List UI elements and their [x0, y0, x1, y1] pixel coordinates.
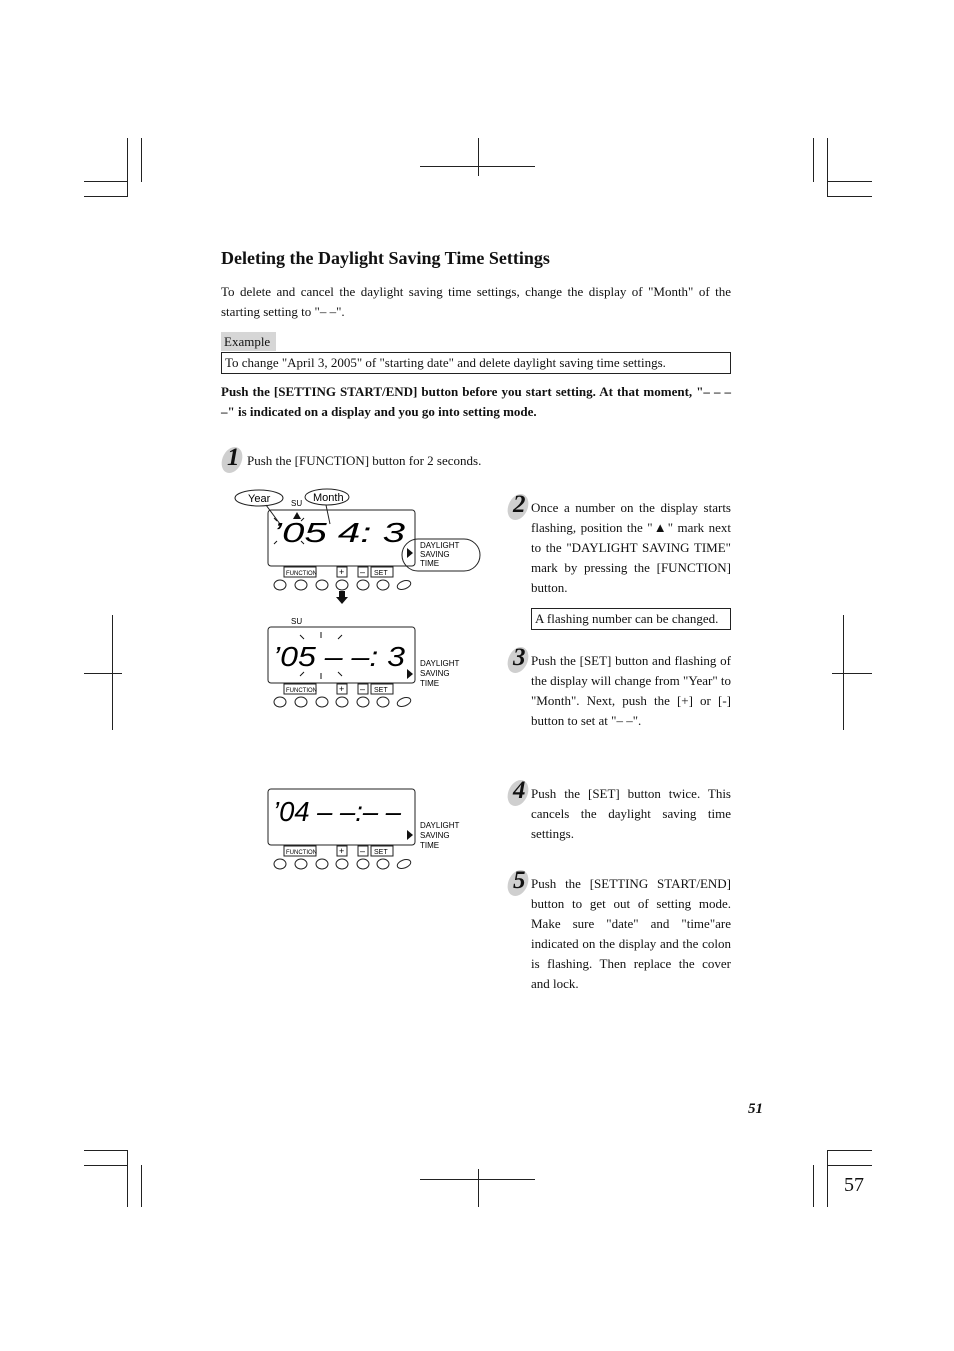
weekday-label: SU: [291, 617, 303, 626]
function-button-text: FUNCTION: [286, 571, 317, 577]
crop-mark: [827, 1150, 872, 1151]
crop-mark: [84, 196, 128, 197]
dst-label-line: DAYLIGHT: [420, 821, 460, 830]
step-1-text: Push the [FUNCTION] button for 2 seconds.: [247, 453, 482, 468]
set-button-text: SET: [374, 570, 388, 577]
lcd-display-3: [230, 775, 485, 875]
crop-mark: [84, 181, 128, 182]
crop-mark: [141, 1165, 142, 1207]
crop-mark: [827, 196, 872, 197]
crop-mark: [84, 1150, 128, 1151]
setup-note: Push the [SETTING START/END] button before you start setting. At that moment, "– – – –" is indicated on a display and you go into setting mode.: [221, 384, 731, 419]
minus-button-text: –: [360, 684, 366, 694]
minus-button-text: –: [360, 846, 366, 856]
step-3-text: Push the [SET] button and flashing of the display will change from "Year" to "Month". Next, push the [+] or [-] button to set at "– –".: [531, 653, 731, 728]
plus-button-text: +: [339, 567, 345, 577]
page-number-italic: 51: [748, 1101, 763, 1117]
example-box: To change "April 3, 2005" of "starting date" and delete daylight saving time settings.: [221, 352, 731, 374]
crop-mark: [84, 673, 122, 674]
crop-mark: [813, 1165, 814, 1207]
dst-label-line: TIME: [420, 679, 440, 688]
function-button-text: FUNCTION: [286, 850, 317, 856]
section-title: Deleting the Daylight Saving Time Settings: [221, 248, 550, 268]
crop-mark: [478, 1169, 479, 1207]
dst-label-line: SAVING: [420, 831, 450, 840]
dst-label-line: TIME: [420, 559, 440, 568]
lcd-readout: ’04 – –:– –: [273, 796, 402, 827]
crop-mark: [813, 138, 814, 182]
crop-mark: [832, 673, 872, 674]
set-button-text: SET: [374, 687, 388, 694]
step-number: 5: [508, 866, 534, 896]
key-row: [274, 696, 412, 708]
lcd-display-1: [230, 486, 485, 598]
step-5-text: Push the [SETTING START/END] button to get out of setting mode. Make sure "date" and "time"are indicated on the display and the colon is flashing. Then replace the cover and lock.: [531, 876, 731, 991]
minus-button-text: –: [360, 567, 366, 577]
crop-mark: [112, 615, 113, 730]
lcd-display-2: [230, 613, 485, 713]
crop-mark: [843, 615, 844, 730]
step-number: 1: [222, 443, 248, 473]
step-number: 4: [508, 776, 534, 806]
crop-mark: [127, 1150, 128, 1207]
crop-mark: [478, 138, 479, 176]
step-4-text: Push the [SET] button twice. This cancels the daylight saving time settings.: [531, 786, 731, 841]
lcd-readout: ’05 – –: 3: [273, 641, 406, 672]
month-callout-label: Month: [313, 492, 344, 504]
year-callout-label: Year: [248, 493, 271, 505]
dst-label-line: TIME: [420, 841, 440, 850]
function-button-text: FUNCTION: [286, 688, 317, 694]
plus-button-text: +: [339, 684, 345, 694]
intro-paragraph: To delete and cancel the daylight saving time settings, change the display of "Month" of the starting setting to "– –".: [221, 284, 731, 319]
plus-button-text: +: [339, 846, 345, 856]
crop-mark: [84, 1165, 128, 1166]
crop-mark: [827, 1165, 872, 1166]
step-number: 3: [508, 643, 534, 673]
down-arrow-icon: [334, 590, 350, 606]
crop-mark: [827, 138, 828, 197]
crop-mark: [827, 181, 872, 182]
crop-mark: [141, 138, 142, 182]
crop-mark: [127, 138, 128, 197]
dst-label-line: DAYLIGHT: [420, 659, 460, 668]
step-number: 2: [508, 490, 534, 520]
flash-note-box: A flashing number can be changed.: [531, 608, 731, 630]
step-2-text: Once a number on the display starts flashing, position the "▲" mark next to the "DAYLIGHT SAVING TIME" mark by pressing the [FUNCTION] button.: [531, 500, 731, 595]
weekday-label: SU: [291, 499, 303, 508]
lcd-readout: ’05 4: 3: [273, 517, 406, 548]
set-button-text: SET: [374, 849, 388, 856]
example-label: Example: [221, 332, 276, 351]
key-row: [274, 858, 412, 870]
crop-mark: [827, 1150, 828, 1207]
dst-label-line: DAYLIGHT: [420, 541, 460, 550]
dst-label-line: SAVING: [420, 669, 450, 678]
dst-label-line: SAVING: [420, 550, 450, 559]
page-number: 57: [844, 1174, 864, 1196]
